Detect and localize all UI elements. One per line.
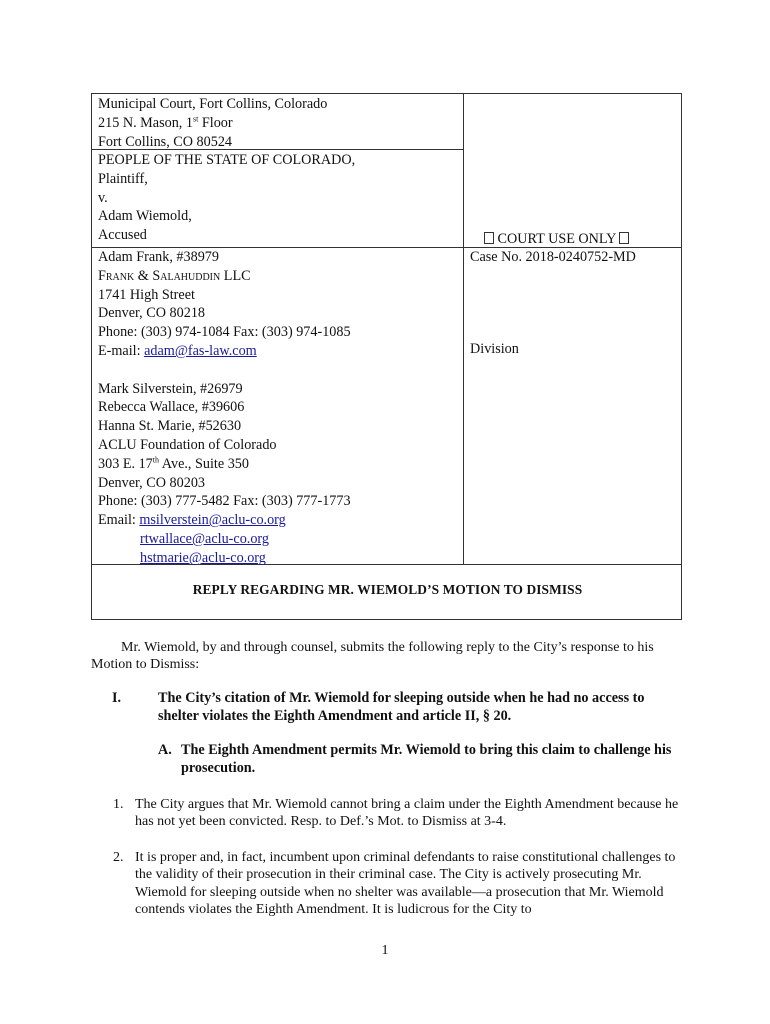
attorney-block xyxy=(98,248,351,568)
aclu-city: Denver, CO 80203 xyxy=(98,474,206,491)
division-label: Division xyxy=(470,341,519,357)
court-street: 215 N. Mason, 1st Floor xyxy=(98,114,233,131)
paragraph-number: 2. xyxy=(113,850,124,865)
paragraph-text: It is proper and, in fact, incumbent upon criminal defendants to raise constitutional challenges to the validity of their prosecution in their criminal case. The City is actively prosecuting Mr. Wiemold for sleeping outside when no shelter was available—a prosecution that Mr. Wiemold contends violates the Eighth Amendment. It is ludicrous for the City to xyxy=(135,850,676,917)
box-glyph-icon xyxy=(484,232,494,244)
attorney2-name: Mark Silverstein, #26979 xyxy=(98,380,243,397)
section-number: I. xyxy=(112,690,122,706)
document-title: REPLY REGARDING MR. WIEMOLD’S MOTION TO DISMISS xyxy=(192,582,583,597)
attorney1-name: Adam Frank, #38979 xyxy=(98,249,219,265)
subsection-title: The Eighth Amendment permits Mr. Wiemold to bring this claim to challenge his prosecution. xyxy=(181,742,672,776)
aclu-org: ACLU Foundation of Colorado xyxy=(98,436,277,453)
aclu-email-line: Email: msilverstein@aclu-co.org xyxy=(98,512,286,529)
case-caption-table xyxy=(91,93,682,620)
attorney1-firm: Frank & Salahuddin LLC xyxy=(98,267,251,284)
aclu-email-line-3 xyxy=(98,549,351,568)
attorney1-street: 1741 High Street xyxy=(98,286,195,303)
court-use-only-label: COURT USE ONLY xyxy=(484,230,629,248)
email-link-stmarie[interactable]: hstmarie@aclu-co.org xyxy=(140,549,266,566)
page-number: 1 xyxy=(381,943,389,958)
spacer xyxy=(98,361,351,380)
caption-vertical-divider xyxy=(463,94,464,564)
intro-paragraph: Mr. Wiemold, by and through counsel, submits the following reply to the City’s response to his Motion to Dismiss: xyxy=(91,640,654,673)
plaintiff-name: PEOPLE OF THE STATE OF COLORADO, xyxy=(98,152,356,168)
attorney3-name: Rebecca Wallace, #39606 xyxy=(98,399,245,416)
attorney1-email-line: E-mail: adam@fas-law.com xyxy=(98,342,257,359)
box-glyph-icon xyxy=(619,232,629,244)
email-link-silverstein[interactable]: msilverstein@aclu-co.org xyxy=(139,512,286,529)
attorney4-name: Hanna St. Marie, #52630 xyxy=(98,418,242,435)
case-number: Case No. 2018-0240752-MD xyxy=(470,249,636,265)
accused-name: Adam Wiemold, xyxy=(98,208,192,225)
versus: v. xyxy=(98,189,108,206)
attorney1-city: Denver, CO 80218 xyxy=(98,305,206,322)
aclu-email-line-2 xyxy=(98,530,351,549)
plaintiff-label: Plaintiff, xyxy=(98,170,148,187)
subsection-number: A. xyxy=(158,742,172,758)
section-title: The City’s citation of Mr. Wiemold for sleeping outside when he had no access to shelter violates the Eighth Amendment and article II, § 20. xyxy=(158,690,645,724)
court-block xyxy=(98,95,327,151)
email-link-wallace[interactable]: rtwallace@aclu-co.org xyxy=(140,530,269,547)
paragraph-number: 1. xyxy=(113,797,124,812)
aclu-phone: Phone: (303) 777-5482 Fax: (303) 777-1773 xyxy=(98,493,351,510)
attorney1-phone: Phone: (303) 974-1084 Fax: (303) 974-1085 xyxy=(98,324,351,341)
accused-label: Accused xyxy=(98,227,147,244)
court-city: Fort Collins, CO 80524 xyxy=(98,133,233,150)
paragraph-text: The City argues that Mr. Wiemold cannot bring a claim under the Eighth Amendment because he has not yet been convicted. Resp. to Def.’s Mot. to Dismiss at 3-4. xyxy=(135,797,679,830)
parties-block xyxy=(98,151,355,245)
aclu-street: 303 E. 17th Ave., Suite 350 xyxy=(98,455,249,472)
attorney1-email-link[interactable]: adam@fas-law.com xyxy=(144,342,257,359)
court-name: Municipal Court, Fort Collins, Colorado xyxy=(98,96,328,112)
